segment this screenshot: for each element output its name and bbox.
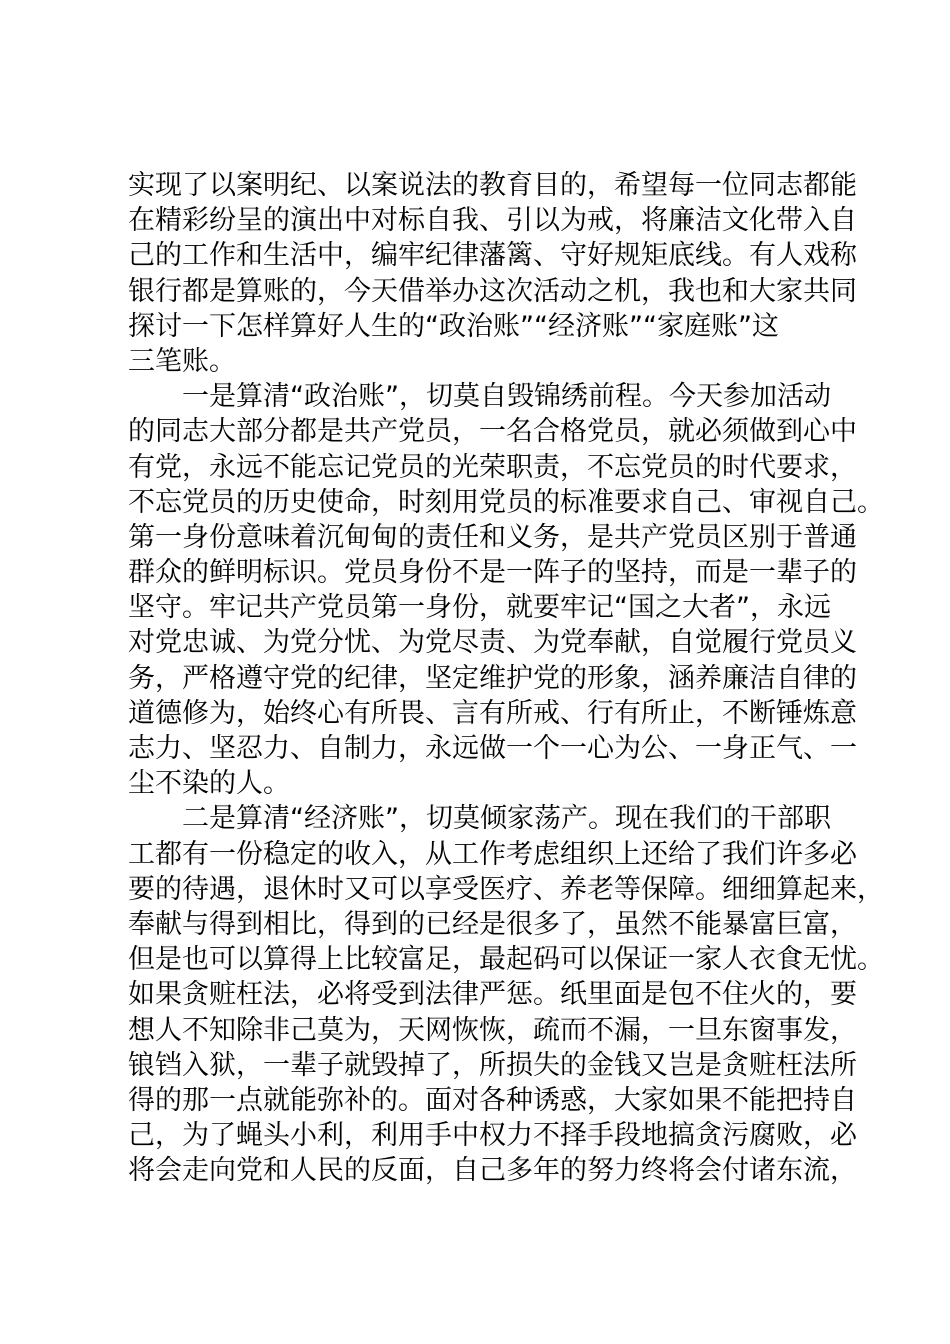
text-line: 的同志大部分都是共产党员，一名合格党员，就必须做到心中 [128,416,857,448]
text-line: 三笔账。 [128,345,236,377]
text-line: 锒铛入狱，一辈子就毁掉了，所损失的金钱又岂是贪赃枉法所 [128,1049,857,1081]
text-line: 将会走向党和人民的反面，自己多年的努力终将会付诸东流， [128,1155,857,1187]
paragraph-3 [128,801,884,1188]
text-line: 尘不染的人。 [128,768,290,800]
text-line: 道德修为，始终心有所畏、言有所戒、行有所止，不断锤炼意 [128,697,857,729]
text-line: 工都有一份稳定的收入，从工作考虑组织上还给了我们许多必 [128,838,857,870]
text-line: 但是也可以算得上比较富足，最起码可以保证一家人衣食无忧。 [128,944,884,976]
text-line: 己，为了蝇头小利，利用手中权力不择手段地搞贪污腐败，必 [128,1120,857,1152]
document-body [128,168,884,1188]
text-line: 一是算清“政治账”，切莫自毁锦绣前程。今天参加活动 [128,381,831,413]
paragraph-2 [128,379,884,801]
text-line: 务，严格遵守党的纪律，坚定维护党的形象，涵养廉洁自律的 [128,662,857,694]
text-line: 不忘党员的历史使命，时刻用党员的标准要求自己、审视自己。 [128,486,884,518]
text-line: 奉献与得到相比，得到的已经是很多了，虽然不能暴富巨富， [128,908,857,940]
paragraph-1 [128,168,857,379]
text-line: 实现了以案明纪、以案说法的教育目的，希望每一位同志都能 [128,170,857,201]
text-line: 对党忠诚、为党分忧、为党尽责、为党奉献，自觉履行党员义 [128,627,857,659]
text-line: 有党，永远不能忘记党员的光荣职责，不忘党员的时代要求， [128,451,857,483]
text-line: 己的工作和生活中，编牢纪律藩篱、守好规矩底线。有人戏称 [128,240,857,272]
text-line: 志力、坚忍力、自制力，永远做一个一心为公、一身正气、一 [128,733,857,764]
text-line: 群众的鲜明标识。党员身份不是一阵子的坚持，而是一辈子的 [128,557,857,589]
text-line: 第一身份意味着沉甸甸的责任和义务，是共产党员区别于普通 [128,521,857,553]
text-line: 二是算清“经济账”，切莫倾家荡产。现在我们的干部职 [128,803,831,835]
text-line: 得的那一点就能弥补的。面对各种诱惑，大家如果不能把持自 [128,1084,857,1116]
text-line: 探讨一下怎样算好人生的“政治账”“经济账”“家庭账”这 [128,310,779,342]
text-line: 如果贪赃枉法，必将受到法律严惩。纸里面是包不住火的，要 [128,979,857,1011]
text-line: 在精彩纷呈的演出中对标自我、引以为戒，将廉洁文化带入自 [128,205,857,237]
text-line: 坚守。牢记共产党员第一身份，就要牢记“国之大者”，永远 [128,592,831,624]
text-line: 银行都是算账的，今天借举办这次活动之机，我也和大家共同 [128,275,857,307]
text-line: 想人不知除非己莫为，天网恢恢，疏而不漏，一旦东窗事发， [128,1014,857,1046]
text-line: 要的待遇，退休时又可以享受医疗、养老等保障。细细算起来， [128,873,884,905]
